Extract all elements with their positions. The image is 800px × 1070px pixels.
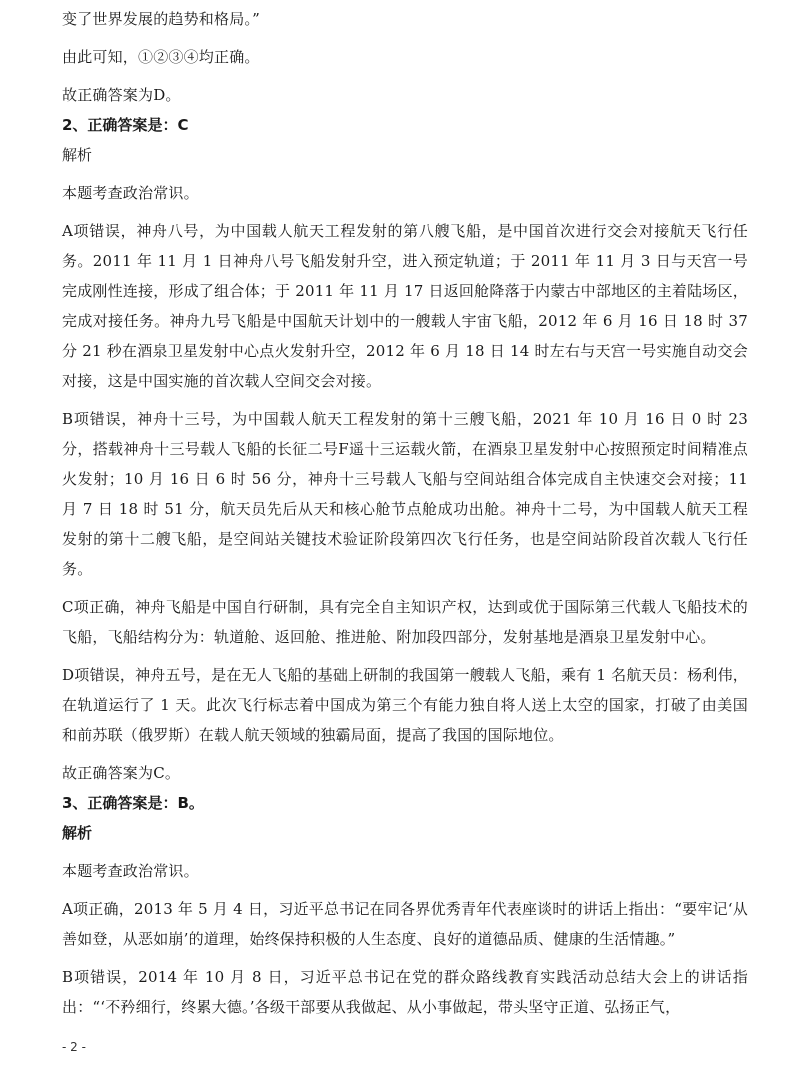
option-b-paragraph: B项错误，2014 年 10 月 8 日，习近平总书记在党的群众路线教育实践活动总结大会上的讲话指出：“‘不矜细行，终累大德。’各级干部要从我做起、从小事做起，带头坚守正道、弘扬正气， bbox=[62, 968, 748, 1016]
page-number: - 2 - bbox=[62, 1040, 86, 1054]
question-3-heading: 3、正确答案是：B。 bbox=[62, 794, 204, 812]
option-a-paragraph: A项正确，2013 年 5 月 4 日，习近平总书记在同各界优秀青年代表座谈时的讲话上指出：“要牢记‘从善如登，从恶如崩’的道理，始终保持积极的人生态度、良好的道德品质、健康的生活情趣。” bbox=[62, 900, 748, 948]
option-a-paragraph: A项错误，神舟八号，为中国载人航天工程发射的第八艘飞船，是中国首次进行交会对接航天飞行任务。2011 年 11 月 1 日神舟八号飞船发射升空，进入预定轨道；于 2011 年 11 月 3 日与天宫一号完成刚性连接，形成了组合体；于 2011 年 11 月 17 日返回舱降落于内蒙古中部地区的主着陆场区，完成对接任务。神舟九号飞船是中国航天计划中的一艘载人宇宙飞船，2012 年 6 月 16 日 18 时 37 分 21 秒在酒泉卫星发射中心点火发射升空，2012 年 6 月 18 日 14 时左右与天宫一号实施自动交会对接，这是中国实施的首次载人空间交会对接。 bbox=[62, 222, 748, 390]
question-3-section bbox=[62, 788, 748, 1022]
text-line: 由此可知，①②③④均正确。 bbox=[62, 48, 260, 66]
text-line: 故正确答案为D。 bbox=[62, 86, 181, 104]
conclusion: 故正确答案为C。 bbox=[62, 764, 181, 782]
question-2-heading: 2、正确答案是：C bbox=[62, 116, 189, 134]
text-line: 变了世界发展的趋势和格局。” bbox=[62, 10, 260, 28]
analysis-intro: 本题考查政治常识。 bbox=[62, 862, 199, 880]
analysis-label: 解析 bbox=[62, 824, 93, 842]
analysis-label: 解析 bbox=[62, 146, 93, 164]
question-2-section bbox=[62, 110, 748, 788]
analysis-intro: 本题考查政治常识。 bbox=[62, 184, 199, 202]
option-b-paragraph: B项错误，神舟十三号，为中国载人航天工程发射的第十三艘飞船，2021 年 10 月 16 日 0 时 23 分，搭载神舟十三号载人飞船的长征二号F遥十三运载火箭，在酒泉卫星发射中心按照预定时间精准点火发射；10 月 16 日 6 时 56 分，神舟十三号载人飞船与空间站组合体完成自主快速交会对接；11 月 7 日 18 时 51 分，航天员先后从天和核心舱节点舱成功出舱。神舟十二号，为中国载人航天工程发射的第十二艘飞船，是空间站关键技术验证阶段第四次飞行任务，也是空间站阶段首次载人飞行任务。 bbox=[62, 410, 748, 578]
option-c-paragraph: C项正确，神舟飞船是中国自行研制，具有完全自主知识产权，达到或优于国际第三代载人飞船技术的飞船，飞船结构分为：轨道舱、返回舱、推进舱、附加段四部分，发射基地是酒泉卫星发射中心。 bbox=[62, 598, 748, 646]
option-d-paragraph: D项错误，神舟五号，是在无人飞船的基础上研制的我国第一艘载人飞船，乘有 1 名航天员：杨利伟，在轨道运行了 1 天。此次飞行标志着中国成为第三个有能力独自将人送上太空的国家，打破了由美国和前苏联（俄罗斯）在载人航天领域的独霸局面，提高了我国的国际地位。 bbox=[62, 666, 748, 744]
